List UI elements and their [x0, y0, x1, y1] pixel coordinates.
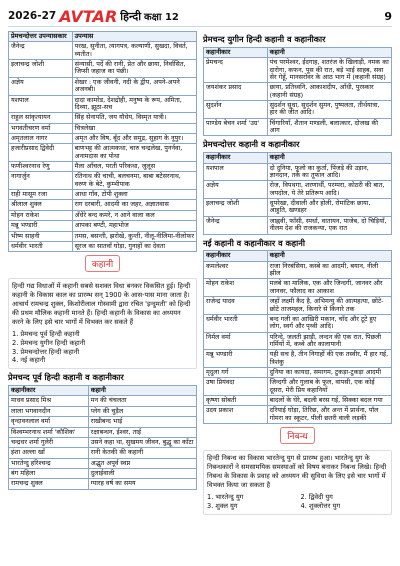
kahani-label-wrap	[8, 252, 197, 274]
table-row	[204, 279, 392, 297]
table-row	[204, 118, 392, 136]
author-cell: लाला भगवानदीन	[9, 406, 89, 416]
works-cell: छाया, प्रतिध्वनि, आकाशदीप, आँधी, पुरस्कार (कहानी संग्रह)	[267, 83, 391, 101]
works-cell: तमस, बसन्ती, झरोखे, कुन्ती, नीलू-नीलिमा-नीलोफर	[72, 231, 196, 241]
author-cell: मोहन राकेश	[9, 210, 73, 220]
table-header-cell: कहानी	[267, 47, 391, 57]
list-item: 3. शुक्ल युग	[207, 501, 238, 510]
author-cell: राजेन्द्र यादव	[204, 297, 268, 315]
author-cell: हजारीप्रसाद द्विवेदी	[9, 144, 73, 162]
works-cell: दो दुनिया, फूलो का कुर्ता, पिंजड़े की उड़ान, ज्ञानदान, तर्क का तूफान आदि।	[267, 163, 391, 181]
works-cell: अँधेरे बन्द कमरे, न आने वाला कल	[72, 210, 196, 220]
author-cell: कृष्णा सोबती	[204, 396, 268, 406]
works-cell: राखीबन्द भाई	[88, 417, 196, 427]
works-cell: यही सच है, तीन निगाहों की एक तस्वीर, मैं हार गई, त्रिशंकु	[267, 350, 391, 368]
table-row	[204, 83, 392, 101]
table-row	[9, 479, 197, 489]
author-cell: इलाचन्द्र जोशी	[204, 199, 268, 217]
author-cell: जैनेन्द्र	[204, 216, 268, 234]
table-row	[9, 406, 197, 416]
page-number: 9	[384, 9, 392, 23]
works-cell: रतिनाथ की चाची, बलचनमा, बाबा बटेसरनाथ, वरुण के बेटे, कुम्भीपाक	[72, 172, 196, 190]
table-row	[9, 113, 197, 123]
table-row	[9, 77, 197, 95]
author-cell: निर्मल वर्मा	[204, 332, 268, 350]
nibandh-box	[203, 450, 392, 515]
nibandh-list	[207, 493, 388, 511]
author-cell: प्रेमचन्द	[204, 58, 268, 83]
works-cell: दुलाईवाली	[88, 469, 196, 479]
author-cell: इंशा अल्ला खाँ	[9, 448, 89, 458]
works-cell: अद्भुत अपूर्व स्वप्न	[88, 458, 196, 468]
year-label: 2026-27	[8, 10, 57, 22]
works-cell: मलबे का मालिक, एक और जिन्दगी, जानवर और जानवर, फौलाद का आकाश	[267, 279, 391, 297]
author-cell: मृदुला गर्ग	[204, 368, 268, 378]
table-row	[204, 199, 392, 217]
premchand-era-table	[203, 47, 392, 137]
nibandh-paragraph: हिन्दी निबन्ध का विकास भारतेन्दु युग से प्रारम्भ हुआ। भारतेन्दु युग के निबन्धकारों ने समसामयिक समस्याओं को विषय बनाकर निबन्ध लिखे। हिन्दी निबन्ध के विकास के प्रवाह को अध्ययन की सुविधा के लिए इसे चार भागों में विभक्त किया जा सकता है	[207, 454, 387, 489]
table-header-cell: कहानीकार	[9, 386, 89, 396]
works-cell: राजा निरबंसिया, कस्बे का आदमी, बयान, नीली झील	[267, 261, 391, 279]
works-cell: संन्यासी, पर्दे की रानी, प्रेत और छाया, निर्वासित, जिप्सी जहाज का पंछी।	[72, 60, 196, 78]
table-row	[204, 314, 392, 332]
section-title: नई कहानी व कहानीकार व कहानी	[203, 237, 305, 248]
works-cell: प्लेग की चुड़ैल	[88, 406, 196, 416]
author-cell: वृन्दावनलाल वर्मा	[9, 417, 89, 427]
list-item: 2. प्रेमचन्द युगीन हिन्दी कहानी	[12, 338, 86, 347]
works-cell: सूरज का सातवाँ घोड़ा, गुनाहों का देवता	[72, 241, 196, 251]
table-row	[204, 261, 392, 279]
premchand-era-table-body	[204, 58, 392, 136]
table-header-cell: कहानीकार	[204, 47, 268, 57]
works-cell: रोज, विपथगा, शरणार्थी, परम्परा, कोठरी की बात, जयदोल, ये तेरे प्रतिरूप आदि।	[267, 181, 391, 199]
table-row	[9, 172, 197, 190]
author-cell: इलाचन्द्र जोशी	[9, 60, 73, 78]
author-cell: उदय प्रकाश	[204, 406, 268, 424]
author-cell: रामचन्द्र शुक्ल	[9, 479, 89, 489]
table-row	[204, 101, 392, 119]
works-cell: दरियाई घोड़ा, तिरिछ, और अन्त में प्रार्थना, पॉल गोमरा का स्कूटर, पीली छतरी वाली लड़की	[267, 406, 391, 424]
author-cell: पाण्डेय बेचन शर्मा 'उग्र'	[204, 118, 268, 136]
table-row	[9, 210, 197, 220]
works-cell: सुदर्शन सुधा, सुदर्शन सुमन, पुष्पलता, तीर्थयात्रा, हार की जीत आदि।	[267, 101, 391, 119]
table-row	[204, 368, 392, 378]
works-cell: चिंगारियाँ, शैतान मण्डली, बलात्कार, दोजख की आग	[267, 118, 391, 136]
pre-premchand-table-body	[9, 396, 197, 489]
author-cell: भारतेन्दु हरिश्चन्द्र	[9, 458, 89, 468]
list-item: 4. शुक्लोत्तर युग	[300, 501, 341, 510]
works-cell: मन की चंचलता	[88, 396, 196, 406]
author-cell: भीष्म साहनी	[9, 231, 73, 241]
table-row	[9, 469, 197, 479]
table-row	[204, 163, 392, 181]
nai-kahani-table-body	[204, 261, 392, 423]
author-cell: मन्नू भण्डारी	[204, 350, 268, 368]
list-item: 3. प्रेमचन्दोत्तर हिन्दी कहानी	[12, 347, 80, 356]
list-item: 1. प्रेमचन्द पूर्व हिन्दी कहानी	[12, 329, 80, 338]
author-cell: उषा प्रियंवदा	[204, 378, 268, 396]
table-row	[9, 162, 197, 172]
brand-logo: AVTAR	[59, 6, 118, 26]
works-cell: चित्रलेखा	[72, 123, 196, 133]
author-cell: नागार्जुन	[9, 172, 73, 190]
table-row	[9, 133, 197, 143]
works-cell: दादा कामरेड, देशद्रोही, मनुष्य के रूप, अमिता, दिव्या, झूठा-सच	[72, 95, 196, 113]
section-title: प्रेमचन्द युगीन हिन्दी कहानी व कहानीकार	[203, 34, 326, 44]
table-row	[204, 406, 392, 424]
nibandh-label-wrap	[203, 424, 392, 446]
works-cell: बाणभट्ट की आत्मकथा, चारु चन्द्रलेख, पुनर्नवा, अनामदास का पोथा	[72, 144, 196, 162]
table-row	[9, 144, 197, 162]
table-header-cell: उपन्यास	[72, 32, 196, 42]
table-row	[9, 241, 197, 251]
author-cell: जयशंकर प्रसाद	[204, 83, 268, 101]
table-row	[9, 417, 197, 427]
author-cell: जैनेन्द्र	[9, 42, 73, 60]
author-cell: धर्मवीर भारती	[204, 314, 268, 332]
works-cell: बादलों के घेरे, बदली बरस गई, सिक्का बदल गया	[267, 396, 391, 406]
novel-table-body	[9, 42, 197, 252]
kahani-paragraph: हिन्दी गद्य विधाओं में कहानी सबसे सशक्त विधा बनकर विकसित हुई। हिन्दी कहानी के विकास काल का प्रारम्भ सन् 1900 के आस-पास माना जाता है। आचार्य रामचन्द्र शुक्ल, किशोरीलाल गोस्वामी द्वारा रचित 'इन्दुमती' को हिन्दी की प्रथम मौलिक कहानी मानते हैं। हिन्दी कहानी के विकास का अध्ययन करने के लिए इसे चार भागों में विभक्त कर सकते हैं	[12, 282, 191, 326]
table-row	[204, 332, 392, 350]
table-row	[9, 396, 197, 406]
table-row	[9, 42, 197, 60]
table-row	[9, 60, 197, 78]
content-columns	[8, 31, 392, 519]
works-cell: परिन्दे, जलती झाड़ी, लन्दन की एक रात, पिछली गर्मियों में, कव्वे और कालापानी	[267, 332, 391, 350]
author-cell: चन्द्रधर शर्मा गुलेरी	[9, 437, 89, 447]
list-item: 2. द्विवेदी युग	[300, 492, 333, 501]
table-row	[204, 297, 392, 315]
author-cell: राही मासूम रजा	[9, 190, 73, 200]
author-cell: धर्मवीर भारती	[9, 241, 73, 251]
table-row	[9, 200, 197, 210]
table-header-cell: कहानी	[88, 386, 196, 396]
works-cell: अमृत और विष, बूँद और समुद्र, सुहाग के नूपुर।	[72, 133, 196, 143]
kahani-label: कहानी	[85, 255, 120, 272]
table-header-cell: कहानीकार	[204, 153, 268, 163]
kahani-box	[8, 278, 197, 369]
author-cell: अज्ञेय	[204, 181, 268, 199]
subject-title: हिन्दी	[120, 9, 142, 23]
works-cell: जाह्नवी, फाँसी, स्पर्धा, वातायन, पाजेब, दो चिड़ियाँ, नीलम देश की राजकन्या, एक रात	[267, 216, 391, 234]
works-cell: दुनिया का कायदा, समागम, टुकड़ा-टुकड़ा आदमी	[267, 368, 391, 378]
works-cell: राग दरबारी, आदमी का जहर, अज्ञातवास	[72, 200, 196, 210]
table-row	[204, 378, 392, 396]
works-cell: धूपरेखा, दीवाली और होली, रोमांटिक छाया, आहुति, खण्डहर	[267, 199, 391, 217]
table-header-row	[204, 153, 392, 163]
author-cell: मन्नू भण्डारी	[9, 221, 73, 231]
author-cell: माधव प्रसाद मिश्र	[9, 396, 89, 406]
works-cell: परख, सुनीता, त्यागपत्र, कल्याणी, सुखदा, विवर्त, व्यतीत।	[72, 42, 196, 60]
section-title: प्रेमचन्दोत्तर कहानी व कहानीकार	[203, 139, 300, 150]
table-header-row	[204, 251, 392, 261]
page-header	[8, 6, 392, 27]
table-header-cell: प्रेमचन्दोत्तर उपन्यासकार	[9, 32, 73, 42]
table-row	[9, 427, 197, 437]
table-row	[9, 231, 197, 241]
table-row	[9, 123, 197, 133]
works-cell: आधा गाँव, टोपी शुक्ला	[72, 190, 196, 200]
section-title: प्रेमचन्द पूर्व हिन्दी कहानी व कहानीकार	[8, 372, 124, 383]
table-row	[204, 396, 392, 406]
table-row	[9, 448, 197, 458]
author-cell: फणीश्वरनाथ रेणु	[9, 162, 73, 172]
works-cell: रानी केतकी की कहानी	[88, 448, 196, 458]
works-cell: पंच परमेश्वर, ईदगाह, शतरंज के खिलाड़ी, नमक का दारोगा, कफन, पूस की रात, बड़े भाई साहब, सवा सेर गेहूँ, मानसरोवर के आठ भाग में (कहानी संग्रह)	[267, 58, 391, 83]
table-row	[9, 190, 197, 200]
works-cell: सिंह सेनापति, जय यौधेय, विस्मृत यात्री।	[72, 113, 196, 123]
table-row	[204, 350, 392, 368]
author-cell: अमृतलाल नागर	[9, 133, 73, 143]
author-cell: अज्ञेय	[9, 77, 73, 95]
table-row	[204, 181, 392, 199]
table-header-row	[204, 47, 392, 57]
left-column	[8, 31, 197, 519]
works-cell: ग्यारह वर्ष का समय	[88, 479, 196, 489]
author-cell: यशपाल	[204, 163, 268, 181]
works-cell: आपका बण्टी, महाभोज	[72, 221, 196, 231]
nibandh-label: निबन्ध	[280, 427, 315, 444]
author-cell: कमलेश्वर	[204, 261, 268, 279]
author-cell: बंग महिला	[9, 469, 89, 479]
author-cell: मोहन राकेश	[204, 279, 268, 297]
table-header-row	[9, 32, 197, 42]
works-cell: जहाँ लक्ष्मी कैद है, अभिमन्यु की आत्महत्या, छोटे-छोटे ताजमहल, किनारे से किनारे तक	[267, 297, 391, 315]
post-premchand-table-body	[204, 163, 392, 234]
table-header-cell: कहानी	[267, 153, 391, 163]
list-item: 4. नई कहानी	[12, 356, 46, 365]
works-cell: बन्द गली का आखिरी मकान, चाँद और टूटे हुए लोग, स्वर्ग और पृथ्वी आदि।	[267, 314, 391, 332]
right-column	[203, 31, 392, 519]
post-premchand-table	[203, 152, 392, 234]
works-cell: मैला आँचल, परती परिकथा, जुलूस	[72, 162, 196, 172]
author-cell: सुदर्शन	[204, 101, 268, 119]
author-cell: विश्वम्भरनाथ शर्मा 'कौशिक'	[9, 427, 89, 437]
works-cell: रक्षाबन्धन, ईश्वर, ताई	[88, 427, 196, 437]
table-row	[9, 221, 197, 231]
author-cell: यशपाल	[9, 95, 73, 113]
pre-premchand-table	[8, 385, 197, 490]
list-item: 1. भारतेन्दु युग	[207, 492, 244, 501]
table-header-row	[9, 386, 197, 396]
author-cell: भगवतीचरण वर्मा	[9, 123, 73, 133]
table-row	[9, 437, 197, 447]
novel-table	[8, 31, 197, 252]
works-cell: जिन्दगी और गुलाब के फूल, वापसी, एक कोई दूसरा, मेरी प्रिय कहानियाँ	[267, 378, 391, 396]
works-cell: शेखर : एक जीवनी, नदी के द्वीप, अपने-अपने अजनबी।	[72, 77, 196, 95]
works-cell: उसने कहा था, सुखमय जीवन, बुद्धू का काँटा	[88, 437, 196, 447]
table-row	[204, 216, 392, 234]
table-header-cell: कहानीकार	[204, 251, 268, 261]
table-row	[9, 458, 197, 468]
class-label: कक्षा 12	[144, 12, 179, 23]
table-header-cell: कहानी	[267, 251, 391, 261]
author-cell: राहुल सांकृत्यायन	[9, 113, 73, 123]
table-row	[9, 95, 197, 113]
author-cell: श्रीलाल शुक्ल	[9, 200, 73, 210]
kahani-list	[12, 330, 193, 366]
table-row	[204, 58, 392, 83]
nai-kahani-table	[203, 250, 392, 424]
